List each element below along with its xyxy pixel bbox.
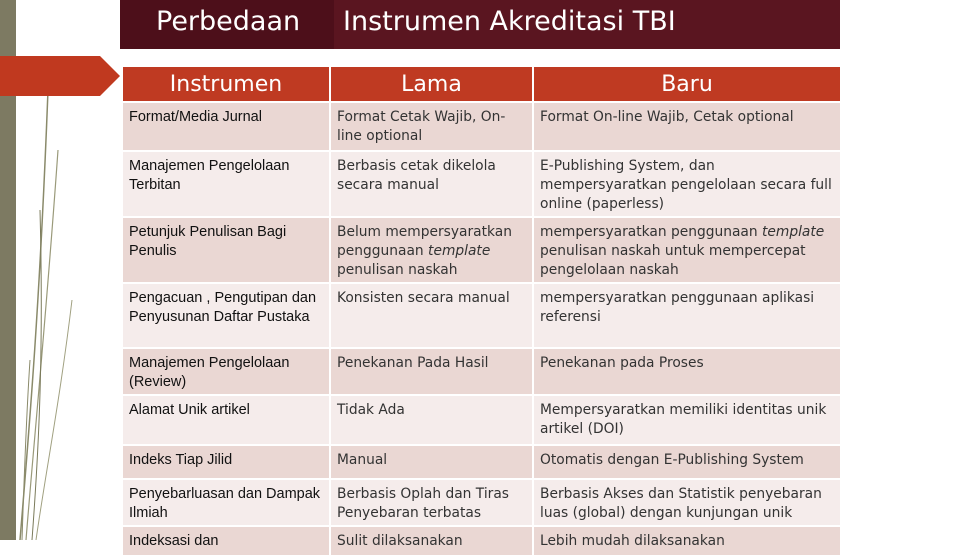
cell-feature: Manajemen Pengelolaan (Review) bbox=[122, 348, 330, 395]
cell-new: Lebih mudah dilaksanakan bbox=[533, 526, 841, 556]
header-instrumen: Instrumen bbox=[122, 66, 330, 102]
cell-new: E-Publishing System, dan mempersyaratkan pengelolaan secara full online (paperless) bbox=[533, 151, 841, 217]
cell-old: Berbasis cetak dikelola secara manual bbox=[330, 151, 533, 217]
cell-old: Sulit dilaksanakan bbox=[330, 526, 533, 556]
cell-new: Berbasis Akses dan Statistik penyebaran luas (global) dengan kunjungan unik bbox=[533, 479, 841, 526]
cell-old: Tidak Ada bbox=[330, 395, 533, 445]
table-row bbox=[122, 395, 841, 445]
title-right: Instrumen Akreditasi TBI bbox=[343, 6, 676, 37]
cell-feature: Manajemen Pengelolaan Terbitan bbox=[122, 151, 330, 217]
header-lama: Lama bbox=[330, 66, 533, 102]
table-row bbox=[122, 102, 841, 151]
cell-new: mempersyaratkan penggunaan template penulisan naskah untuk mempercepat pengelolaan naskah bbox=[533, 217, 841, 283]
cell-new: Otomatis dengan E-Publishing System bbox=[533, 445, 841, 479]
cell-feature: Petunjuk Penulisan Bagi Penulis bbox=[122, 217, 330, 283]
cell-new: mempersyaratkan penggunaan aplikasi referensi bbox=[533, 283, 841, 348]
title-left: Perbedaan bbox=[156, 6, 301, 37]
table-row bbox=[122, 217, 841, 283]
cell-old: Manual bbox=[330, 445, 533, 479]
accent-arrow-icon bbox=[0, 56, 120, 96]
cell-old: Berbasis Oplah dan Tiras Penyebaran terbatas bbox=[330, 479, 533, 526]
table-row bbox=[122, 526, 841, 556]
table-row bbox=[122, 479, 841, 526]
title-bar bbox=[120, 0, 840, 49]
cell-old: Konsisten secara manual bbox=[330, 283, 533, 348]
table-header-row bbox=[122, 66, 841, 102]
table-row bbox=[122, 283, 841, 348]
table-row bbox=[122, 348, 841, 395]
cell-new: Penekanan pada Proses bbox=[533, 348, 841, 395]
cell-new: Mempersyaratkan memiliki identitas unik artikel (DOI) bbox=[533, 395, 841, 445]
cell-feature: Alamat Unik artikel bbox=[122, 395, 330, 445]
comparison-table bbox=[121, 65, 842, 557]
cell-old: Penekanan Pada Hasil bbox=[330, 348, 533, 395]
header-baru: Baru bbox=[533, 66, 841, 102]
cell-feature: Penyebarluasan dan Dampak Ilmiah bbox=[122, 479, 330, 526]
cell-old: Format Cetak Wajib, On-line optional bbox=[330, 102, 533, 151]
cell-feature: Pengacuan , Pengutipan dan Penyusunan Daftar Pustaka bbox=[122, 283, 330, 348]
cell-feature: Indeks Tiap Jilid bbox=[122, 445, 330, 479]
cell-feature: Indeksasi dan bbox=[122, 526, 330, 556]
cell-feature: Format/Media Jurnal bbox=[122, 102, 330, 151]
cell-new: Format On-line Wajib, Cetak optional bbox=[533, 102, 841, 151]
table-row bbox=[122, 445, 841, 479]
cell-old: Belum mempersyaratkan penggunaan template penulisan naskah bbox=[330, 217, 533, 283]
table-row bbox=[122, 151, 841, 217]
